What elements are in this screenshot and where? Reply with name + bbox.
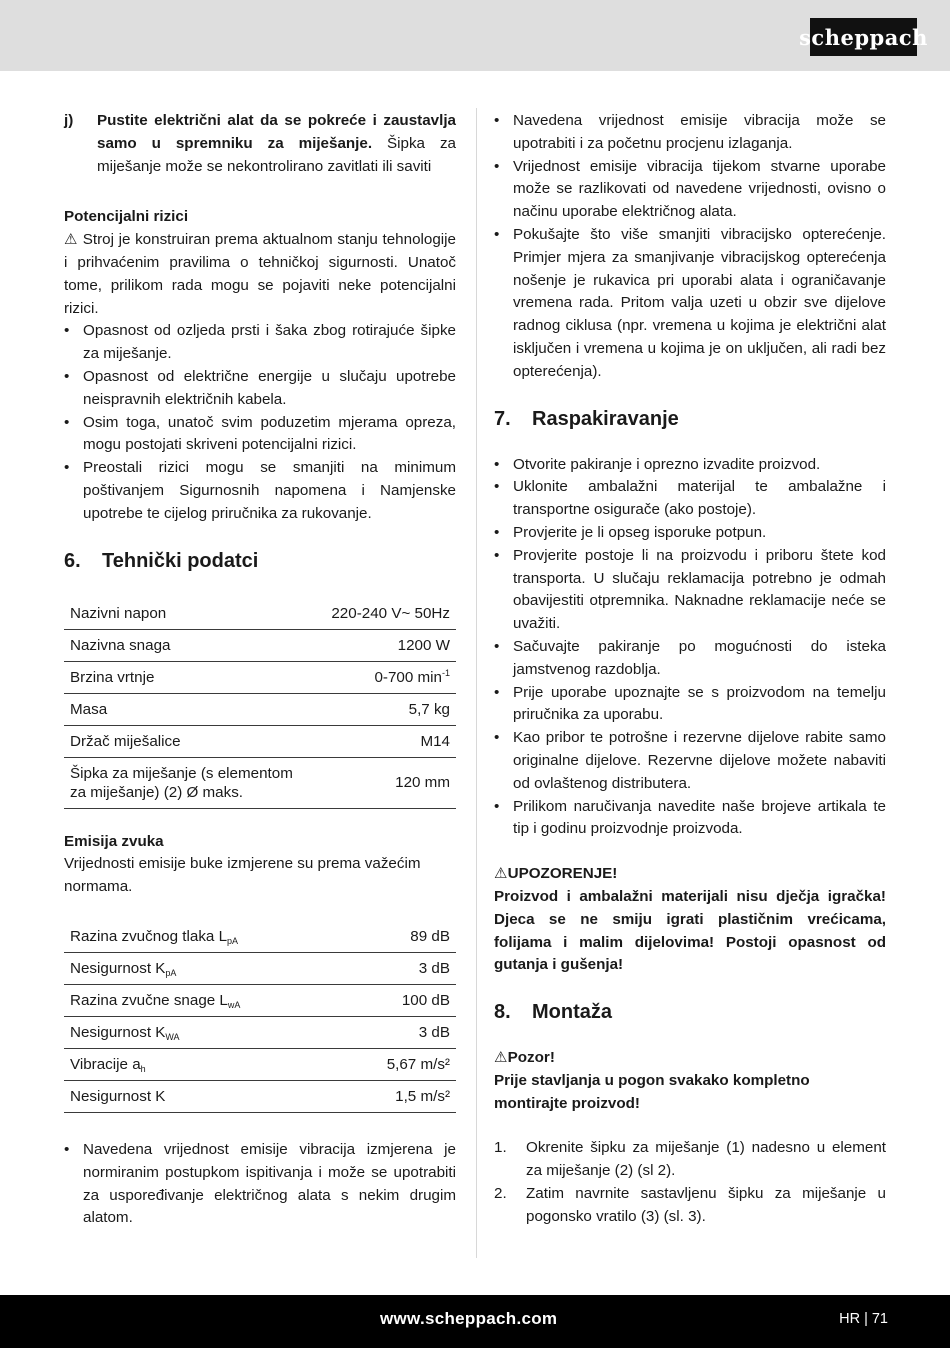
table-row [64,693,456,725]
table-row [64,1016,456,1048]
item-j-text [97,110,456,178]
table-cell-value: 5,67 m/s² [341,1048,456,1080]
table-cell-value: 89 dB [341,921,456,953]
section-title: Montaža [532,1001,612,1024]
caution-text: Prije stavljanja u pogon svakako kompletno montirajte proizvod! [494,1071,810,1112]
column-divider [476,108,477,1258]
assembly-steps [494,1137,886,1228]
risks-intro-text: Stroj je konstruiran prema aktualnom stanju tehnologije i prihvaćenim pravilima o tehničkoj sigurnosti. Unatoč tome, prilikom rada mogu se pojaviti neke potencijalni rizici. [64,231,456,317]
right-column [494,110,886,1229]
section-title: Raspakiravanje [532,407,679,430]
list-item: • Kao pribor te potrošne i rezervne dijelove rabite samo originalne dijelove. Rezervne dijelove možete nabaviti od ovlaštenog distributera. [494,727,886,795]
table-row [64,598,456,630]
table-cell-label [64,984,341,1016]
table-row [64,725,456,757]
scheppach-logo: scheppach [810,18,917,56]
table-cell-label: Šipka za miješanje (s elementom za miješanje) (2) Ø maks. [64,757,306,808]
label-sub: pA [165,967,177,978]
step-text: Okrenite šipku za miješanje (1) nadesno u element za miješanje (2) (sl 2). [526,1139,886,1180]
list-item: • Sačuvajte pakiranje po mogućnosti do isteka jamstvenog razdoblja. [494,636,886,682]
label-sub: wA [227,999,241,1010]
list-item: • Navedena vrijednost emisije vibracija može se upotrabiti i za početnu procjenu izlaganja. [494,110,886,156]
table-cell-label [64,921,341,953]
table-cell-value: 1200 W [306,629,456,661]
step-number: 2. [494,1185,507,1203]
table-row [64,661,456,693]
vibration-note-list [64,1139,456,1230]
warning-text: Proizvod i ambalažni materijali nisu dječja igračka! Djeca se ne smiju igrati plastičnim vrećicama, folijama i malim dijelovima! Postoji opasnost od gutanja i gušenja! [494,887,886,974]
table-row [64,629,456,661]
table-cell-value: 3 dB [341,952,456,984]
section-number: 8. [494,1001,511,1024]
list-item: • Pokušajte što više smanjiti vibracijsko opterećenje. Primjer mjera za smanjivanje vibracijskog opterećenja nošenje je rukavica pri uporabi alata i ograničavanje vremena rada. Pritom valja uzeti u obzir sve dijelove radnog ciklusa (npr. vremena u kojima je električni alat isključen i vremena u kojima je on uključen, ali radi bez opterećenja). [494,224,886,384]
label-text: Razina zvučne snage L [70,991,228,1009]
item-j [64,110,456,178]
page-number: HR | 71 [839,1311,888,1327]
section-heading-assembly [494,999,886,1025]
list-item: • Otvorite pakiranje i oprezno izvadite proizvod. [494,454,886,477]
table-cell-label: Držač miješalice [64,725,306,757]
label-sub: pA [227,935,239,946]
table-cell-label: Nazivni napon [64,598,306,630]
section-heading-unpack [494,406,886,432]
table-cell-value: 5,7 kg [306,693,456,725]
table-cell-value [306,661,456,693]
label-text: Nesigurnost K [70,1087,166,1105]
website-link[interactable]: www.scheppach.com [380,1309,558,1328]
vibration-list [494,110,886,384]
label-text: Nesigurnost K [70,1023,166,1041]
label-text: Vibracije a [70,1055,141,1073]
list-item: • Osim toga, unatoč svim poduzetim mjerama opreza, mogu postojati skriveni potencijalni rizici. [64,412,456,458]
left-column [64,110,456,1230]
page-header [0,0,950,71]
section-heading-tech [64,548,456,574]
item-j-bold: Pustite električni alat da se pokreće i zaustavlja samo u spremniku za miješanje. [97,112,456,152]
step-text: Zatim navrnite sastavljenu šipku za miješanje u pogonsko vratilo (3) (sl. 3). [526,1185,886,1225]
step-number: 1. [494,1139,507,1157]
list-item [494,1137,886,1183]
warning-heading-text: UPOZORENJE! [507,865,618,883]
table-cell-value: 1,5 m/s² [341,1080,456,1112]
table-cell-label: Nazivna snaga [64,629,306,661]
list-item: • Vrijednost emisije vibracija tijekom stvarne uporabe može se razlikovati od navedene vrijednosti, ovisno o načinu uporabe električnog alata. [494,156,886,224]
section-number: 6. [64,549,81,572]
label-sub: WA [165,1031,180,1042]
table-cell-label: Brzina vrtnje [64,661,306,693]
table-row [64,1080,456,1112]
list-item: • Provjerite je li opseg isporuke potpun. [494,522,886,545]
table-row [64,1048,456,1080]
warning-triangle-icon: ⚠ [494,1049,508,1067]
value-sup: -1 [441,667,450,678]
list-item: • Prije uporabe upoznajte se s proizvodom na temelju priručnika za uporabu. [494,682,886,728]
warning-triangle-icon: ⚠ [494,865,508,883]
table-cell-label [64,1080,341,1112]
table-row [64,952,456,984]
table-row [64,921,456,953]
section-title: Tehnički podatci [102,549,259,572]
item-j-rest: Šipka za miješanje može se nekontrolirano zavitlati ili saviti [97,134,456,175]
table-cell-label [64,1016,341,1048]
table-row [64,757,456,808]
risks-intro [64,229,456,320]
unpack-list [494,454,886,842]
value-text: 0-700 min [374,668,442,686]
label-sub: h [140,1063,146,1074]
table-cell-label: Masa [64,693,306,725]
list-item [494,1183,886,1229]
table-row [64,984,456,1016]
list-item: • Provjerite postoje li na proizvodu i priboru štete kod transporta. U slučaju reklamacija potrebno je odmah obavijestiti otpremnika. Naknadne reklamacije neće se uvažiti. [494,545,886,636]
label-text: Razina zvučnog tlaka L [70,927,228,945]
list-item: • Navedena vrijednost emisije vibracija izmjerena je normiranim postupkom ispitivanja i može se upotrabiti za uspoređivanje električnog alata s nekim drugim alatom. [64,1139,456,1230]
table-cell-value: 120 mm [306,757,456,808]
caution-heading-text: Pozor! [507,1049,555,1067]
list-item: • Prilikom naručivanja navedite naše brojeve artikala te tip i godinu proizvodnje proizvoda. [494,796,886,842]
table-cell-value: 220-240 V~ 50Hz [306,598,456,630]
list-item: • Opasnost od električne energije u slučaju upotrebe neispravnih električnih kabela. [64,366,456,412]
table-cell-label [64,1048,341,1080]
table-cell-value: 3 dB [341,1016,456,1048]
risks-list [64,320,456,525]
noise-table [64,921,456,1113]
label-text: Nesigurnost K [70,959,166,977]
list-item: • Preostali rizici mogu se smanjiti na minimum poštivanjem Sigurnosnih napomena i Namjenske upotrebe te cijelog priručnika za rukovanje. [64,457,456,525]
section-number: 7. [494,407,511,430]
list-item: • Opasnost od ozljeda prsti i šaka zbog rotirajuće šipke za miješanje. [64,320,456,366]
item-j-label: j) [64,112,74,129]
tech-data-table [64,598,456,809]
warning-heading [494,863,886,886]
risks-heading: Potencijalni rizici [64,208,189,226]
table-cell-label [64,952,341,984]
table-cell-value: M14 [306,725,456,757]
noise-intro: Vrijednosti emisije buke izmjerene su prema važećim normama. [64,855,421,896]
table-cell-value: 100 dB [341,984,456,1016]
caution-heading [494,1047,886,1070]
warning-triangle-icon: ⚠ [64,231,83,249]
list-item: • Uklonite ambalažni materijal te ambalažne i transportne osigurače (ako postoje). [494,476,886,522]
noise-heading: Emisija zvuka [64,832,164,850]
page-footer [0,1295,950,1348]
